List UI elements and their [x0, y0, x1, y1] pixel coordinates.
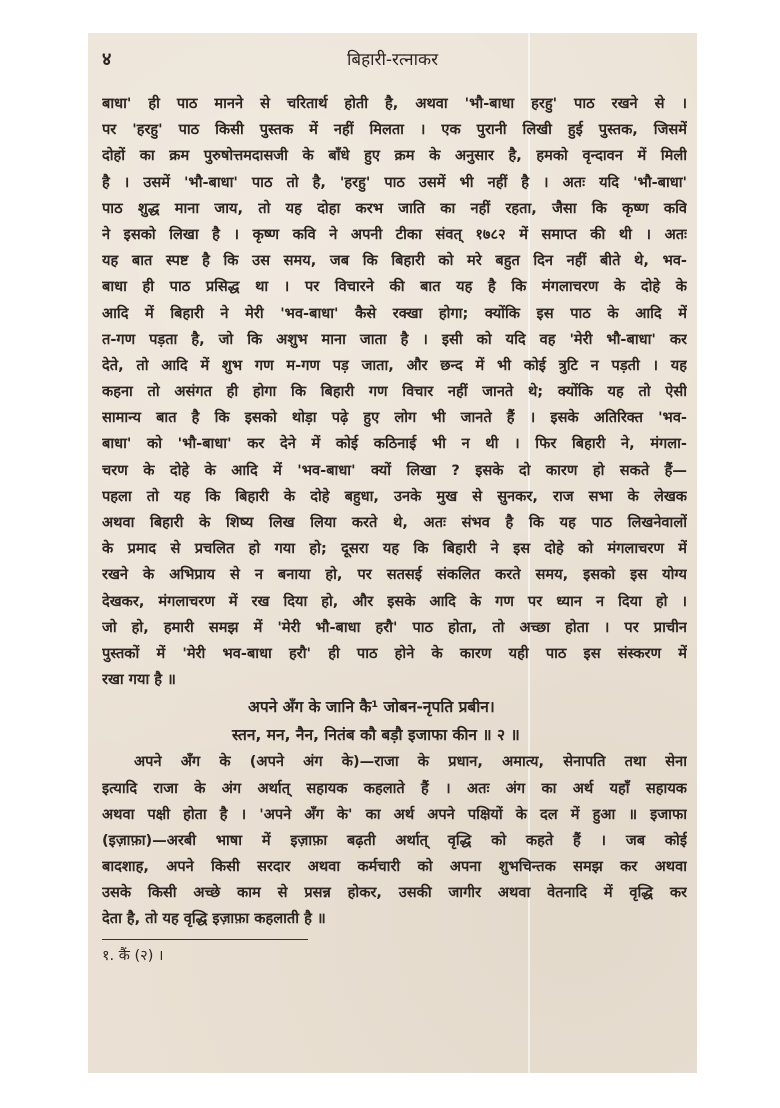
text-line: बाधा' को 'भौ-बाधा' कर देने में कोई कठिनाई भी न थी । फिर बिहारी ने, मंगला- — [102, 435, 687, 453]
paragraph-commentary — [102, 749, 687, 932]
text-line: ने इसको लिखा है । कृष्ण कवि ने अपनी टीका संवत् १७८२ में समाप्त की थी । अतः — [102, 225, 687, 243]
text-line: दोहों का क्रम पुरुषोत्तमदासजी के बाँधे हुए क्रम के अनुसार है, हमको वृन्दावन में मिली — [102, 147, 687, 165]
text-line: कहना तो असंगत ही होगा कि बिहारी गण विचार नहीं जानते थे; क्योंकि यह तो ऐसी — [102, 383, 687, 401]
text-line: इत्यादि राजा के अंग अर्थात् सहायक कहलाते हैं । अतः अंग का अर्थ यहाँ सहायक — [102, 779, 687, 797]
text-line: है । उसमें 'भौ-बाधा' पाठ तो है, 'हरहु' पाठ उसमें भी नहीं है । अतः यदि 'भौ-बाधा' — [102, 173, 687, 191]
text-line: जो हो, हमारी समझ में 'मेरी भौ-बाधा हरौ' पाठ होता, तो अच्छा होता । पर प्राचीन — [102, 618, 687, 636]
text-line: के प्रमाद से प्रचलित हो गया हो; दूसरा यह कि बिहारी ने इस दोहे को मंगलाचरण में — [102, 540, 687, 558]
text-line: पुस्तकों में 'मेरी भव-बाधा हरौ' ही पाठ होने के कारण यही पाठ इस संस्करण में — [102, 644, 687, 662]
text-line: यह बात स्पष्ट है कि उस समय, जब कि बिहारी को मरे बहुत दिन नहीं बीते थे, भव- — [102, 252, 687, 270]
text-line: देते, तो आदि में शुभ गण म-गण पड़ जाता, और छन्द में भी कोई त्रुटि न पड़ती । यह — [102, 356, 687, 374]
text-line: बाधा' ही पाठ मानने से चरितार्थ होती है, अथवा 'भौ-बाधा हरहु' पाठ रखने से । — [102, 95, 687, 112]
text-line: अथवा बिहारी के शिष्य लिख लिया करते थे, अतः संभव है कि यह पाठ लिखनेवालों — [102, 514, 687, 531]
footnote-divider — [102, 939, 308, 940]
text-line: बाधा ही पाठ प्रसिद्ध था । पर विचारने की बात यह है कि मंगलाचरण के दोहे के — [102, 278, 687, 296]
text-line: उसके किसी अच्छे काम से प्रसन्न होकर, उसकी जागीर अथवा वेतनादि में वृद्धि कर — [102, 884, 687, 902]
page-header — [88, 47, 697, 77]
text-line: पाठ शुद्ध माना जाय, तो यह दोहा करभ जाति का नहीं रहता, जैसा कि कृष्ण कवि — [102, 199, 687, 217]
text-line: अथवा पक्षी होता है । 'अपने अँग के' का अर्थ अपने पक्षियों के दल में हुआ ॥ इजाफा — [102, 805, 687, 823]
text-line: बादशाह, अपने किसी सरदार अथवा कर्मचारी को अपना शुभचिन्तक समझ कर अथवा — [102, 858, 687, 876]
text-line: चरण के दोहे के आदि में 'भव-बाधा' क्यों लिखा ? इसके दो कारण हो सकते हैं— — [102, 461, 687, 479]
text-line: त-गण पड़ता है, जो कि अशुभ माना जाता है । इसी को यदि वह 'मेरी भौ-बाधा' कर — [102, 330, 687, 348]
page-body — [102, 91, 687, 968]
text-line: सामान्य बात है कि इसको थोड़ा पढ़े हुए लोग भी जानते हैं । इसके अतिरिक्त 'भव- — [102, 409, 687, 427]
text-line: पहला तो यह कि बिहारी के दोहे बहुधा, उनके मुख से सुनकर, राज सभा के लेखक — [102, 487, 687, 505]
text-line: रखने के अभिप्राय से न बनाया हो, पर सतसई संकलित करते समय, इसको इस योग्य — [102, 566, 687, 584]
running-title: बिहारी-रत्नाकर — [346, 50, 439, 70]
paragraph-path-discussion — [102, 91, 687, 693]
verse-doha-2 — [102, 693, 687, 749]
book-page — [88, 33, 697, 1073]
verse-line-2: स्तन, मन, नैन, नितंब कौ बड़ौ इजाफा कीन ॥ २ ॥ — [232, 726, 520, 745]
text-line: (इज़ाफ़ा)—अरबी भाषा में इज़ाफ़ा बढ़ती अर्थात् वृद्धि को कहते हैं । जब कोई — [102, 831, 687, 849]
text-line: आदि में बिहारी ने मेरी 'भव-बाधा' कैसे रक्खा होगा; क्योंकि इस पाठ के आदि में — [102, 304, 687, 322]
text-line: रखा गया है ॥ — [102, 671, 176, 689]
text-line: अपने अँग के (अपने अंग के)—राजा के प्रधान, अमात्य, सेनापति तथा सेना — [134, 753, 687, 771]
text-line: देता है, तो यह वृद्धि इज़ाफ़ा कहलाती है ॥ — [102, 910, 326, 928]
page-number: ४ — [102, 49, 112, 70]
verse-line-1: अपने अँग के जानि कै¹ जोबन-नृपति प्रबीन। — [248, 698, 495, 717]
text-line: देखकर, मंगलाचरण में रख दिया हो, और इसके आदि के गण पर ध्यान न दिया हो । — [102, 592, 687, 610]
text-line: पर 'हरहु' पाठ किसी पुस्तक में नहीं मिलता । एक पुरानी लिखी हुई पुस्तक, जिसमें — [102, 121, 687, 139]
footnote: १. कैं (२) । — [102, 947, 164, 964]
